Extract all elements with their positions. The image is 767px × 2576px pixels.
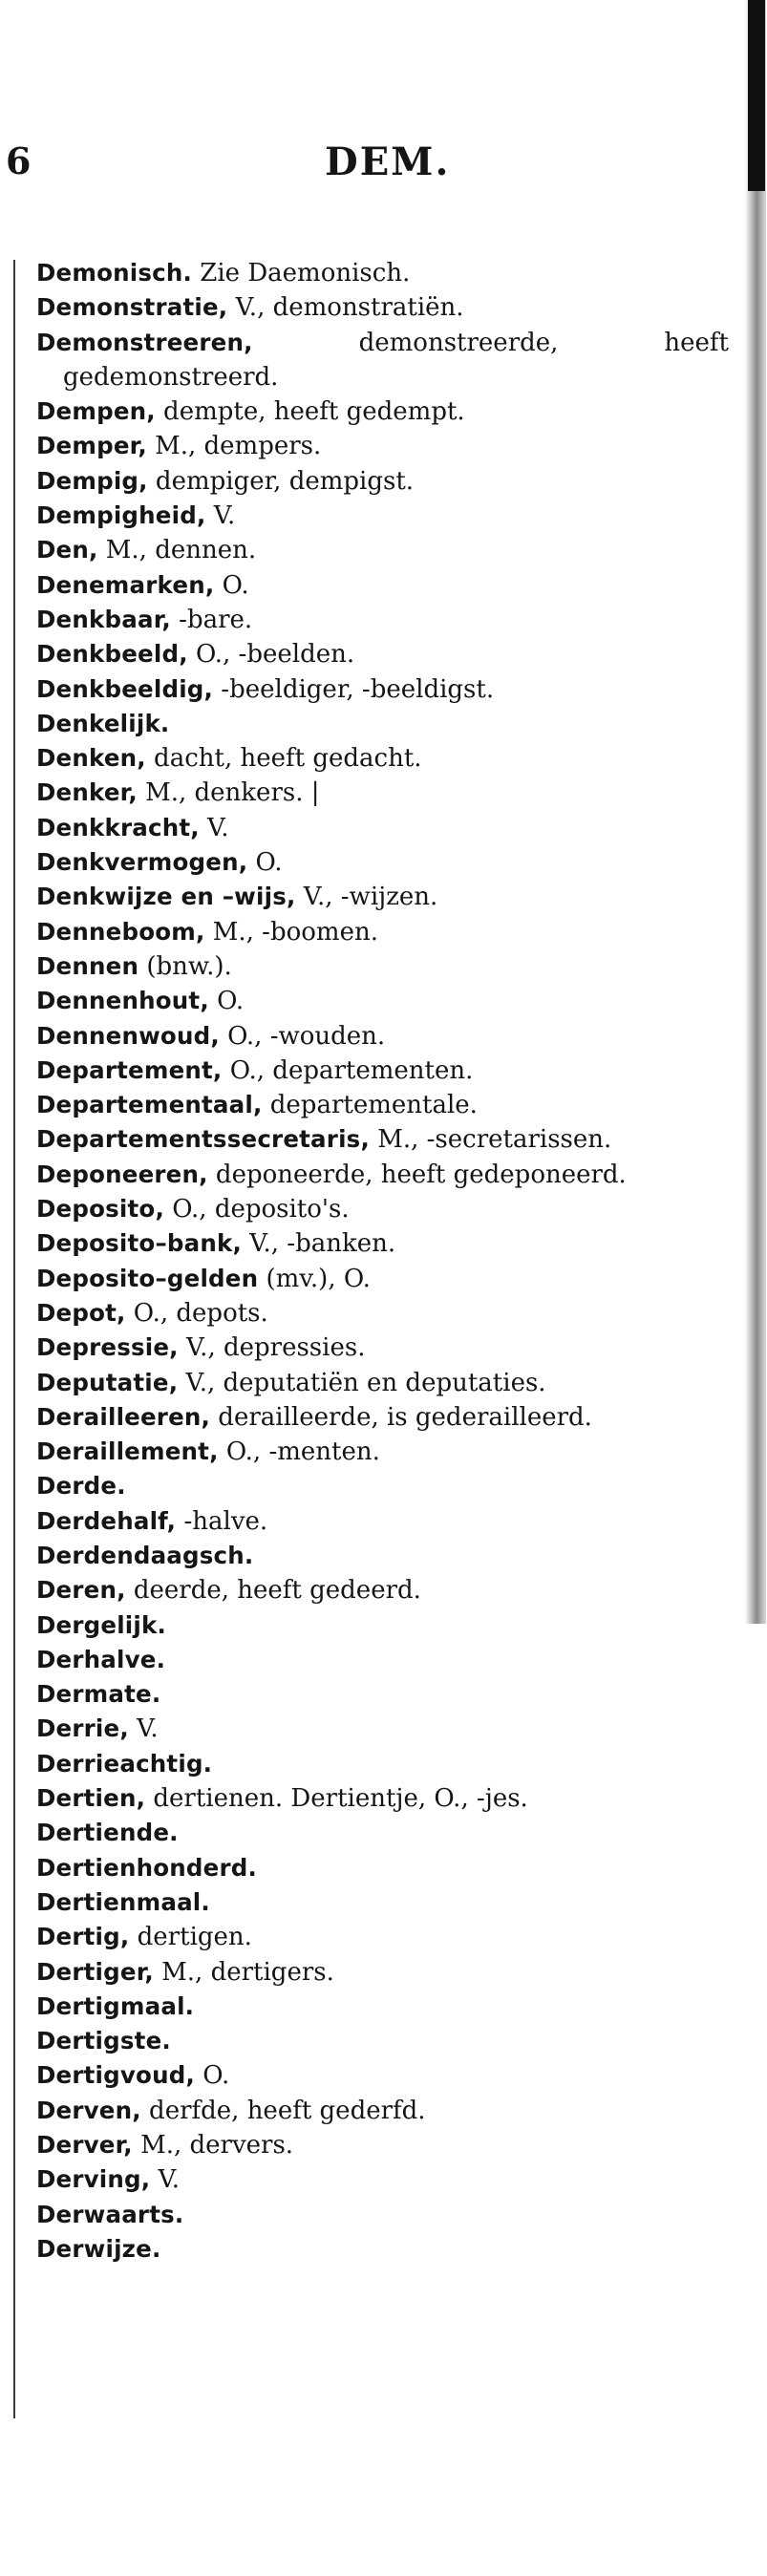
entry-headword: Derrieachtig. <box>36 1749 213 1778</box>
entry-headword: Derailleeren, <box>36 1402 211 1431</box>
entry-headword: Denemarken, <box>36 570 215 599</box>
entry-headword: Dennenwoud, <box>36 1021 220 1050</box>
entry-headword: Dertiende. <box>36 1819 179 1847</box>
entry-definition: O., -menten. <box>218 1437 380 1467</box>
entry-definition: deerde, heeft gedeerd. <box>125 1576 421 1606</box>
dictionary-entry <box>36 464 729 499</box>
entry-definition: M., -secretarissen. <box>369 1125 612 1155</box>
entry-definition: O., -wouden. <box>219 1021 386 1051</box>
dictionary-entry <box>36 533 729 567</box>
entry-headword: Dempigheid, <box>36 501 206 530</box>
dictionary-entry <box>36 2162 729 2197</box>
page-edge-shadow <box>745 0 766 1624</box>
entry-headword: Dertigmaal. <box>36 1991 195 2020</box>
dictionary-entry <box>36 2094 729 2128</box>
dictionary-entry <box>36 811 729 845</box>
entry-headword: Denkbaar, <box>36 605 171 633</box>
entry-headword: Den, <box>36 536 98 564</box>
dictionary-entry <box>36 1019 729 1054</box>
entry-definition: V. <box>150 2165 181 2195</box>
dictionary-entry <box>36 1504 729 1539</box>
entry-definition: V., -wijzen. <box>295 883 438 912</box>
dictionary-entry <box>36 1539 729 1573</box>
dictionary-entry <box>36 1747 729 1781</box>
entry-definition: derfde, heeft gederfd. <box>140 2096 426 2125</box>
dictionary-entry <box>36 603 729 637</box>
entry-headword: Departementssecretaris, <box>36 1125 370 1154</box>
dictionary-entry <box>36 568 729 603</box>
entry-definition: V., depressies. <box>178 1333 366 1363</box>
dictionary-entry <box>36 1088 729 1122</box>
dictionary-entry <box>36 1366 729 1400</box>
entry-definition: -beeldiger, -beeldigst. <box>213 674 495 704</box>
dictionary-entry <box>36 2232 729 2267</box>
entry-definition: V. <box>128 1714 159 1744</box>
dictionary-entry <box>36 429 729 463</box>
entry-headword: Denkwijze en –wijs, <box>36 883 296 911</box>
entry-definition: O., -beelden. <box>187 640 355 670</box>
entry-headword: Dertig, <box>36 1923 130 1951</box>
entry-headword: Departementaal, <box>36 1091 263 1119</box>
entry-definition: V., deputatiën en deputaties. <box>178 1368 546 1397</box>
entry-headword: Denkbeeld, <box>36 640 188 669</box>
page-number: 6 <box>6 139 32 182</box>
entry-headword: Deposito–gelden <box>36 1264 259 1292</box>
entry-headword: Denneboom, <box>36 917 205 946</box>
entry-definition: O. <box>214 570 249 600</box>
entry-headword: Dennenhout, <box>36 987 209 1015</box>
dictionary-entry <box>36 1226 729 1261</box>
entry-headword: Dempig, <box>36 466 148 495</box>
entry-headword: Derde. <box>36 1472 126 1501</box>
entry-headword: Departement, <box>36 1055 223 1084</box>
dictionary-entry <box>36 1712 729 1746</box>
dictionary-entry <box>36 394 729 429</box>
dictionary-entry <box>36 2058 729 2093</box>
dictionary-entry <box>36 776 729 810</box>
dictionary-entry <box>36 1781 729 1816</box>
entry-list <box>36 256 729 2267</box>
dictionary-entry <box>36 1990 729 2024</box>
entry-headword: Demonstratie, <box>36 293 228 322</box>
entry-definition: derailleerde, is gederailleerd. <box>210 1402 592 1432</box>
entry-headword: Derving, <box>36 2165 151 2194</box>
dictionary-entry <box>36 290 729 325</box>
entry-headword: Derhalve. <box>36 1645 166 1673</box>
entry-definition: O., departementen. <box>222 1055 474 1085</box>
entry-definition: M., -boomen. <box>204 917 378 947</box>
dictionary-entry <box>36 1885 729 1920</box>
dictionary-entry <box>36 2198 729 2232</box>
dictionary-entry <box>36 1192 729 1226</box>
entry-headword: Denkkracht, <box>36 813 200 841</box>
dictionary-entry <box>36 1816 729 1850</box>
entry-headword: Deraillement, <box>36 1437 219 1466</box>
entry-definition: M., dempers. <box>146 432 322 461</box>
entry-headword: Derwijze. <box>36 2234 161 2263</box>
running-head: DEM. <box>325 139 451 184</box>
entry-headword: Demonstreeren, <box>36 328 253 356</box>
dictionary-entry <box>36 1955 729 1990</box>
entry-headword: Depot, <box>36 1298 126 1327</box>
entry-definition: dacht, heeft gedacht. <box>145 744 422 774</box>
entry-headword: Derven, <box>36 2096 141 2124</box>
entry-definition: V. <box>199 813 229 842</box>
entry-definition: dertigen. <box>129 1923 252 1952</box>
entry-headword: Deputatie, <box>36 1368 179 1396</box>
dictionary-entry <box>36 1677 729 1712</box>
entry-headword: Dertien, <box>36 1784 146 1813</box>
entry-headword: Derdendaagsch. <box>36 1541 254 1569</box>
dictionary-entry <box>36 1573 729 1607</box>
entry-definition: O. <box>194 2061 230 2091</box>
dictionary-entry <box>36 1262 729 1296</box>
entry-headword: Denkvermogen, <box>36 848 248 877</box>
dictionary-entry <box>36 2128 729 2162</box>
entry-definition: (bnw.). <box>138 951 232 981</box>
entry-headword: Dertienmaal. <box>36 1887 210 1916</box>
entry-definition: M., dervers. <box>132 2131 294 2161</box>
entry-definition: O., deposito's. <box>163 1195 350 1224</box>
entry-headword: Derwaarts. <box>36 2200 184 2228</box>
entry-definition: -bare. <box>170 605 253 634</box>
dictionary-entry <box>36 1643 729 1677</box>
entry-headword: Dertigvoud, <box>36 2061 195 2090</box>
entry-definition: V. <box>205 501 236 531</box>
entry-headword: Depressie, <box>36 1333 179 1362</box>
entry-headword: Derdehalf, <box>36 1506 177 1535</box>
dictionary-entry <box>36 326 729 395</box>
entry-headword: Denker, <box>36 778 138 807</box>
dictionary-entry <box>36 2024 729 2058</box>
entry-definition: M., denkers. | <box>137 778 320 808</box>
entry-headword: Demper, <box>36 432 147 460</box>
dictionary-entry <box>36 672 729 707</box>
entry-headword: Demonisch. <box>36 259 193 287</box>
entry-definition: O., depots. <box>125 1298 268 1328</box>
entry-headword: Denkbeeldig, <box>36 674 214 703</box>
dictionary-entry <box>36 1331 729 1365</box>
dictionary-entry <box>36 1158 729 1192</box>
entry-definition: M., dennen. <box>97 536 257 565</box>
dictionary-entry <box>36 256 729 290</box>
entry-definition: dempte, heeft gedempt. <box>155 397 465 427</box>
dictionary-entry <box>36 845 729 880</box>
dictionary-entry <box>36 984 729 1018</box>
entry-headword: Dermate. <box>36 1680 161 1709</box>
dictionary-entry <box>36 880 729 914</box>
entry-definition: V., -banken. <box>242 1229 396 1259</box>
dictionary-entry <box>36 1400 729 1435</box>
entry-headword: Denken, <box>36 744 146 773</box>
entry-definition: dempiger, dempigst. <box>147 466 415 496</box>
entry-definition: deponeerde, heeft gedeponeerd. <box>207 1160 627 1189</box>
dictionary-entry <box>36 1435 729 1469</box>
entry-headword: Denkelijk. <box>36 709 170 737</box>
entry-headword: Derrie, <box>36 1714 129 1743</box>
entry-definition: departementale. <box>262 1091 478 1120</box>
entry-definition: demonstreerde, heeft gedemonstreerd. <box>63 328 729 392</box>
entry-headword: Deponeeren, <box>36 1160 208 1188</box>
page-edge-dark-strip <box>748 0 765 191</box>
entry-headword: Deposito–bank, <box>36 1229 243 1258</box>
dictionary-entry <box>36 1469 729 1503</box>
dictionary-entry <box>36 949 729 984</box>
dictionary-entry <box>36 637 729 671</box>
entry-headword: Deren, <box>36 1576 126 1605</box>
dictionary-entry <box>36 1608 729 1643</box>
entry-headword: Dergelijk. <box>36 1610 166 1639</box>
entry-definition: Zie Daemonisch. <box>192 259 411 287</box>
entry-headword: Deposito, <box>36 1195 164 1224</box>
entry-definition: dertienen. Dertientje, O., -jes. <box>145 1784 528 1814</box>
dictionary-entry <box>36 915 729 949</box>
left-margin-rule <box>13 260 15 2418</box>
entry-headword: Dennen <box>36 951 139 980</box>
entry-definition: O. <box>208 987 245 1016</box>
dictionary-entry <box>36 707 729 741</box>
entry-headword: Dertiger, <box>36 1957 154 1986</box>
entry-definition: O. <box>247 848 283 878</box>
entry-headword: Dempen, <box>36 397 156 426</box>
dictionary-entry <box>36 1851 729 1885</box>
entry-headword: Derver, <box>36 2131 133 2160</box>
dictionary-entry <box>36 1296 729 1331</box>
dictionary-entry <box>36 741 729 776</box>
entry-headword: Dertigste. <box>36 2027 171 2055</box>
entry-definition: (mv.), O. <box>258 1264 371 1293</box>
dictionary-entry <box>36 1920 729 1954</box>
dictionary-entry <box>36 1122 729 1157</box>
dictionary-entry <box>36 499 729 533</box>
entry-definition: -halve. <box>176 1506 268 1536</box>
dictionary-entry <box>36 1054 729 1088</box>
entry-headword: Dertienhonderd. <box>36 1853 258 1882</box>
entry-definition: M., dertigers. <box>153 1957 334 1987</box>
entry-definition: V., demonstratiën. <box>227 293 464 323</box>
